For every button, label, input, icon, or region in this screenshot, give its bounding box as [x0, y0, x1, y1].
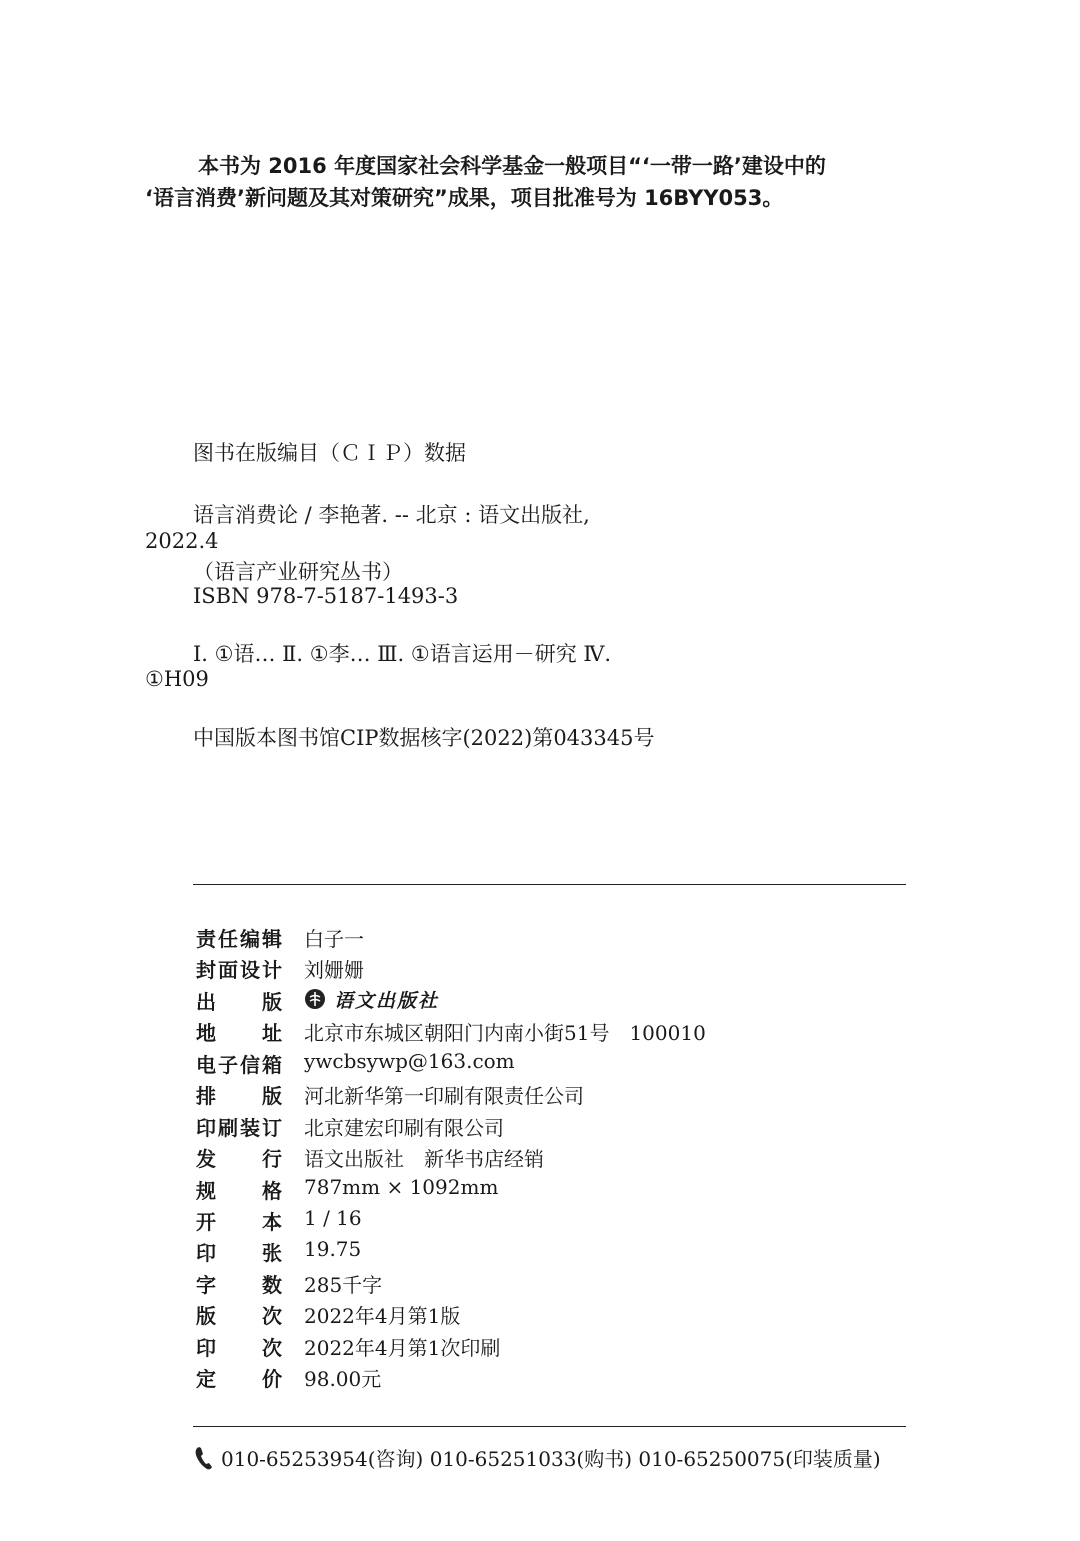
colophon-label: 规格 [196, 1179, 282, 1203]
colophon-value: 19.75 [304, 1237, 362, 1261]
colophon-label: 印张 [196, 1241, 282, 1265]
phone-icon [193, 1445, 215, 1471]
colophon-value: 刘姗姗 [304, 958, 364, 982]
funding-note-line-2: ‘语言消费’新问题及其对策研究”成果，项目批准号为 16BYY053。 [145, 186, 784, 210]
divider-top [193, 884, 906, 885]
colophon-row-distribution [196, 1143, 906, 1173]
colophon-row-typesetting [196, 1080, 906, 1110]
cip-title-line: 语言消费论 / 李艳著. -- 北京 : 语文出版社, [193, 503, 590, 527]
colophon-value: 2022年4月第1版 [304, 1304, 461, 1328]
publisher-logo [304, 986, 439, 1013]
colophon-value: 2022年4月第1次印刷 [304, 1336, 501, 1360]
colophon-row-cover-design [196, 954, 906, 984]
publisher-wordmark: 语文出版社 [334, 990, 440, 1012]
cip-isbn: ISBN 978-7-5187-1493-3 [193, 584, 459, 608]
colophon-label: 出版 [196, 990, 282, 1014]
cip-verification-number: 中国版本图书馆CIP数据核字(2022)第043345号 [193, 726, 655, 750]
colophon-row-price [196, 1363, 906, 1393]
colophon-value: 1 / 16 [304, 1206, 362, 1230]
colophon-row-email [196, 1049, 906, 1079]
colophon-value: 语文出版社 新华书店经销 [304, 1147, 544, 1171]
colophon-row-word-count [196, 1269, 906, 1299]
colophon-row-edition [196, 1300, 906, 1330]
cip-classification-line-2: ①H09 [145, 667, 209, 691]
colophon-row-sheets [196, 1237, 906, 1267]
colophon-value: 北京市东城区朝阳门内南小街51号 100010 [304, 1021, 706, 1045]
cip-classification-line-1: Ⅰ. ①语… Ⅱ. ①李… Ⅲ. ①语言运用－研究 Ⅳ. [193, 642, 612, 666]
cip-heading: 图书在版编目（ＣＩＰ）数据 [193, 441, 466, 465]
colophon-label: 排版 [196, 1084, 282, 1108]
colophon-value: 北京建宏印刷有限公司 [304, 1116, 504, 1140]
colophon-label: 地址 [196, 1021, 282, 1045]
publisher-emblem-icon [304, 988, 326, 1010]
contact-phones [193, 1443, 881, 1472]
colophon-label: 版次 [196, 1304, 282, 1328]
funding-note-line-1: 本书为 2016 年度国家社会科学基金一般项目“‘一带一路’建设中的 [198, 154, 826, 178]
colophon-label: 发行 [196, 1147, 282, 1171]
divider-bottom [193, 1426, 906, 1427]
colophon-value: 河北新华第一印刷有限责任公司 [304, 1084, 584, 1108]
colophon-label: 字数 [196, 1273, 282, 1297]
colophon-row-publisher [196, 986, 906, 1016]
colophon-value: 285千字 [304, 1273, 383, 1297]
contact-phones-text: 010-65253954(咨询) 010-65251033(购书) 010-65250075(印装质量) [221, 1447, 881, 1471]
colophon-value: ywcbsywp@163.com [304, 1049, 515, 1073]
cip-series-line: （语言产业研究丛书） [193, 560, 403, 584]
colophon-row-printing [196, 1112, 906, 1142]
colophon-value: 白子一 [304, 927, 364, 951]
colophon-value: 98.00元 [304, 1367, 382, 1391]
colophon-row-impression [196, 1332, 906, 1362]
colophon-label: 印刷装订 [196, 1116, 282, 1140]
cip-date-line: 2022.4 [145, 529, 219, 553]
colophon-row-format-size [196, 1206, 906, 1236]
colophon-row-format [196, 1175, 906, 1205]
colophon-label: 开本 [196, 1210, 282, 1234]
colophon-label: 电子信箱 [196, 1053, 282, 1077]
colophon-value: 787mm × 1092mm [304, 1175, 499, 1199]
colophon-label: 印次 [196, 1336, 282, 1360]
colophon-label: 责任编辑 [196, 927, 282, 951]
colophon-label: 封面设计 [196, 958, 282, 982]
colophon-label: 定价 [196, 1367, 282, 1391]
colophon-row-editor [196, 923, 906, 953]
colophon-row-address [196, 1017, 906, 1047]
